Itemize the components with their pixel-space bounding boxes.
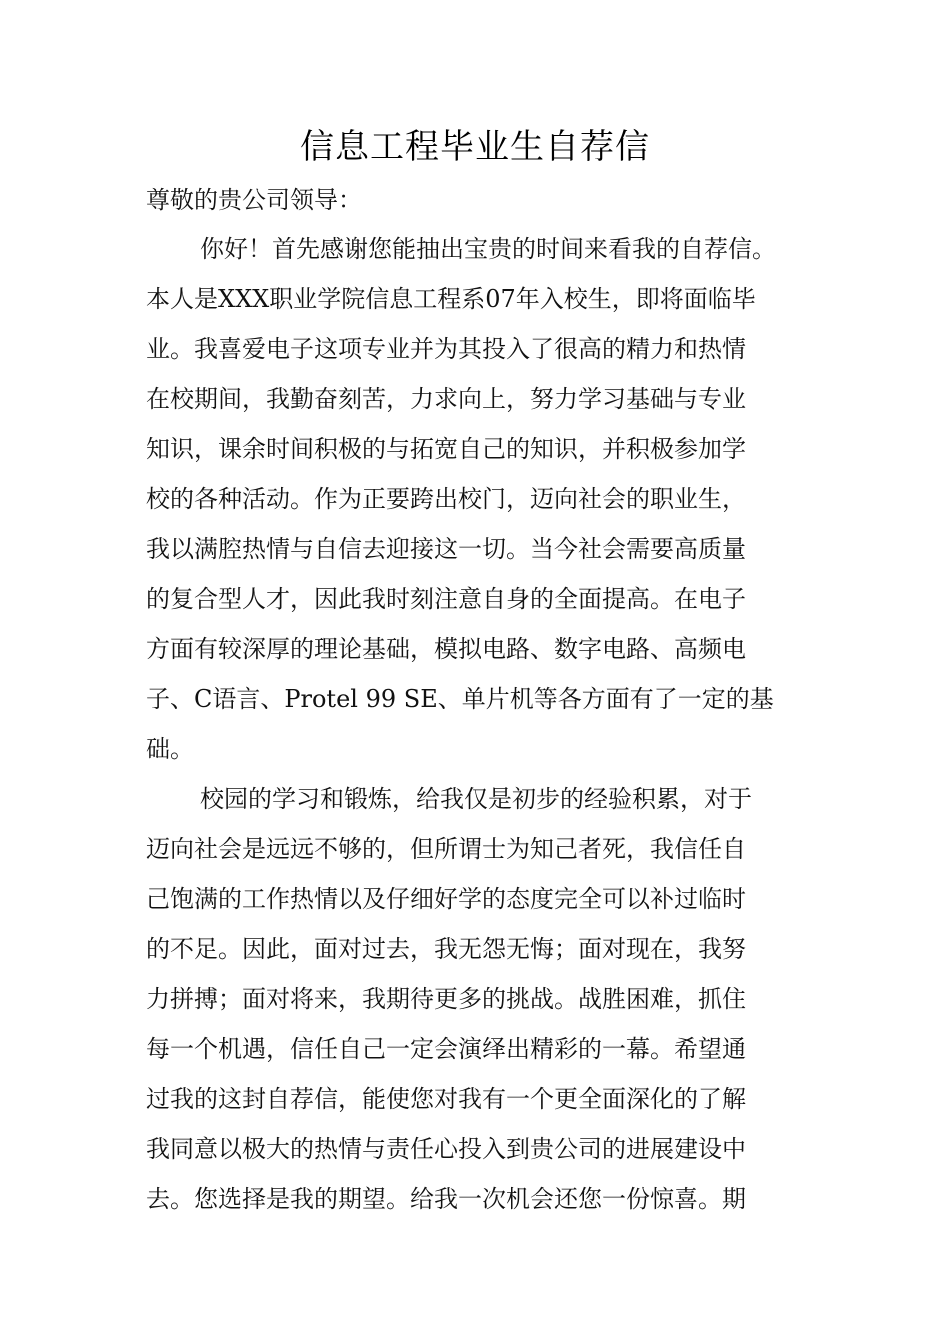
body-line: 本人是XXX职业学院信息工程系07年入校生，即将面临毕	[146, 285, 756, 313]
body-line: 知识，课余时间积极的与拓宽自己的知识，并积极参加学	[146, 435, 746, 463]
body-line: 力拼搏；面对将来，我期待更多的挑战。战胜困难，抓住	[146, 985, 746, 1013]
document-title: 信息工程毕业生自荐信	[300, 127, 650, 167]
body-line: 你好！首先感谢您能抽出宝贵的时间来看我的自荐信。	[200, 235, 776, 263]
body-line: 方面有较深厚的理论基础，模拟电路、数字电路、高频电	[146, 635, 746, 663]
body-line: 过我的这封自荐信，能使您对我有一个更全面深化的了解	[146, 1085, 746, 1113]
body-line: 去。您选择是我的期望。给我一次机会还您一份惊喜。期	[146, 1185, 746, 1213]
body-line: 己饱满的工作热情以及仔细好学的态度完全可以补过临时	[146, 885, 746, 913]
body-line: 我同意以极大的热情与责任心投入到贵公司的进展建设中	[146, 1135, 746, 1163]
salutation: 尊敬的贵公司领导：	[146, 186, 362, 214]
body-line: 的复合型人才，因此我时刻注意自身的全面提高。在电子	[146, 585, 746, 613]
body-line: 础。	[146, 735, 194, 763]
body-line: 我以满腔热情与自信去迎接这一切。当今社会需要高质量	[146, 535, 746, 563]
body-line: 校的各种活动。作为正要跨出校门，迈向社会的职业生，	[146, 485, 746, 513]
body-line: 的不足。因此，面对过去，我无怨无悔；面对现在，我努	[146, 935, 746, 963]
body-line: 迈向社会是远远不够的，但所谓士为知己者死，我信任自	[146, 835, 746, 863]
body-line: 业。我喜爱电子这项专业并为其投入了很高的精力和热情	[146, 335, 746, 363]
body-line: 校园的学习和锻炼，给我仅是初步的经验积累，对于	[200, 785, 752, 813]
body-line: 每一个机遇，信任自己一定会演绎出精彩的一幕。希望通	[146, 1035, 746, 1063]
body-line: 在校期间，我勤奋刻苦，力求向上，努力学习基础与专业	[146, 385, 746, 413]
body-line: 子、C语言、Protel 99 SE、单片机等各方面有了一定的基	[146, 685, 774, 713]
